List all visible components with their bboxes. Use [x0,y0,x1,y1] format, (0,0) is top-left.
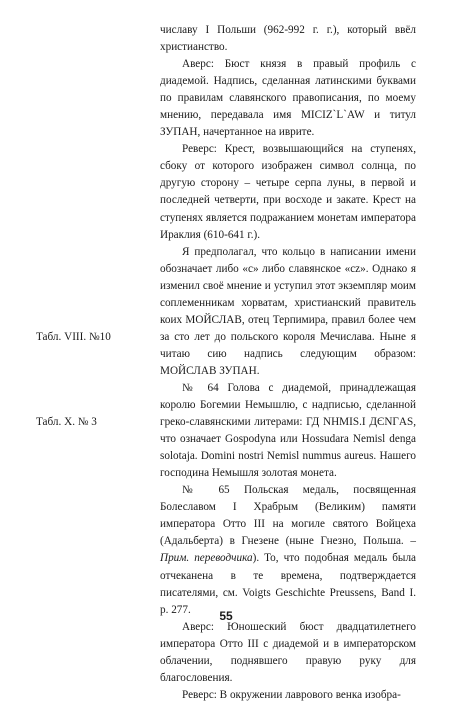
paragraph-obverse-2: Аверс: Юношеский бюст двадцатилетнего императора Отто III с диадемой и в императорском облачении, поднявшего правую руку для благословения. [160,620,416,684]
paragraph-item-65 [160,482,416,618]
margin-note-table-x: Табл. X. № 3 [36,416,97,428]
main-text-column [160,22,416,704]
page-number: 55 [219,609,233,623]
margin-note-table-viii: Табл. VIII. №10 [36,331,111,343]
paragraph-item-64: № 64 Голова с диадемой, принадлежащая королю Богемии Немышлю, с надписью, сделанной греко-славянскими литерами: ГД NHMIS.I ДЄNГAS, что означает Gospodyna или Hossudara Nemisl denga solotaja. Domini nostri Nemisl nummus aureus. Нашего господина Немышля золотая монета. [160,381,416,480]
paragraph-reverse-1: Реверс: Крест, возвышающийся на ступенях, сбоку от которого изображен символ солнца, по другую сторону – четыре серпа луны, в первой и последней четверти, при восходе и закате. Крест на ступенях является подражанием монетам императора Ираклия (610-641 г.). [160,143,416,241]
paragraph-author-note: Я предполагал, что кольцо в написании имени обозначает либо «с» либо славянское «cz». Однако я изменил своё мнение и уступил этот экземпляр моим соплеменникам хорватам, христианский правитель коих МОЙСЛАВ, отец Терпимира, правил более чем за сто лет до польского короля Мечислава. Ныне я читаю сию надпись следующим образом: МОЙСЛАВ ЗУПАН. [160,245,416,377]
paragraph-reverse-2: Реверс: В окружении лаврового венка изобра- [182,688,401,701]
paragraph-obverse-1: Аверс: Бюст князя в правый профиль с диадемой. Надпись, сделанная латинскими буквами по правилам славянского правописания, по моему мнению, передавала имя MICIZ`L`AW и титул ЗУПАН, начертанное на иврите. [160,58,416,139]
item-65-text-end: ). То, что подобная медаль была отчеканена в те времена, подтверждается писателями, см. Voigts Geschichte Preussens, Band I. p. 277. [160,552,417,616]
translator-note: Прим. переводчика [160,552,253,565]
item-65-text-start: № 65 Польская медаль, посвященная Болеславом I Храбрым (Великим) памяти императора Отто III на могиле святого Войцеха (Адальберта) в Гнезене (ныне Гнезно, Польша. – [160,484,416,548]
paragraph-intro-continuation: числаву I Польши (962-992 г. г.), который ввёл христианство. [160,24,416,54]
